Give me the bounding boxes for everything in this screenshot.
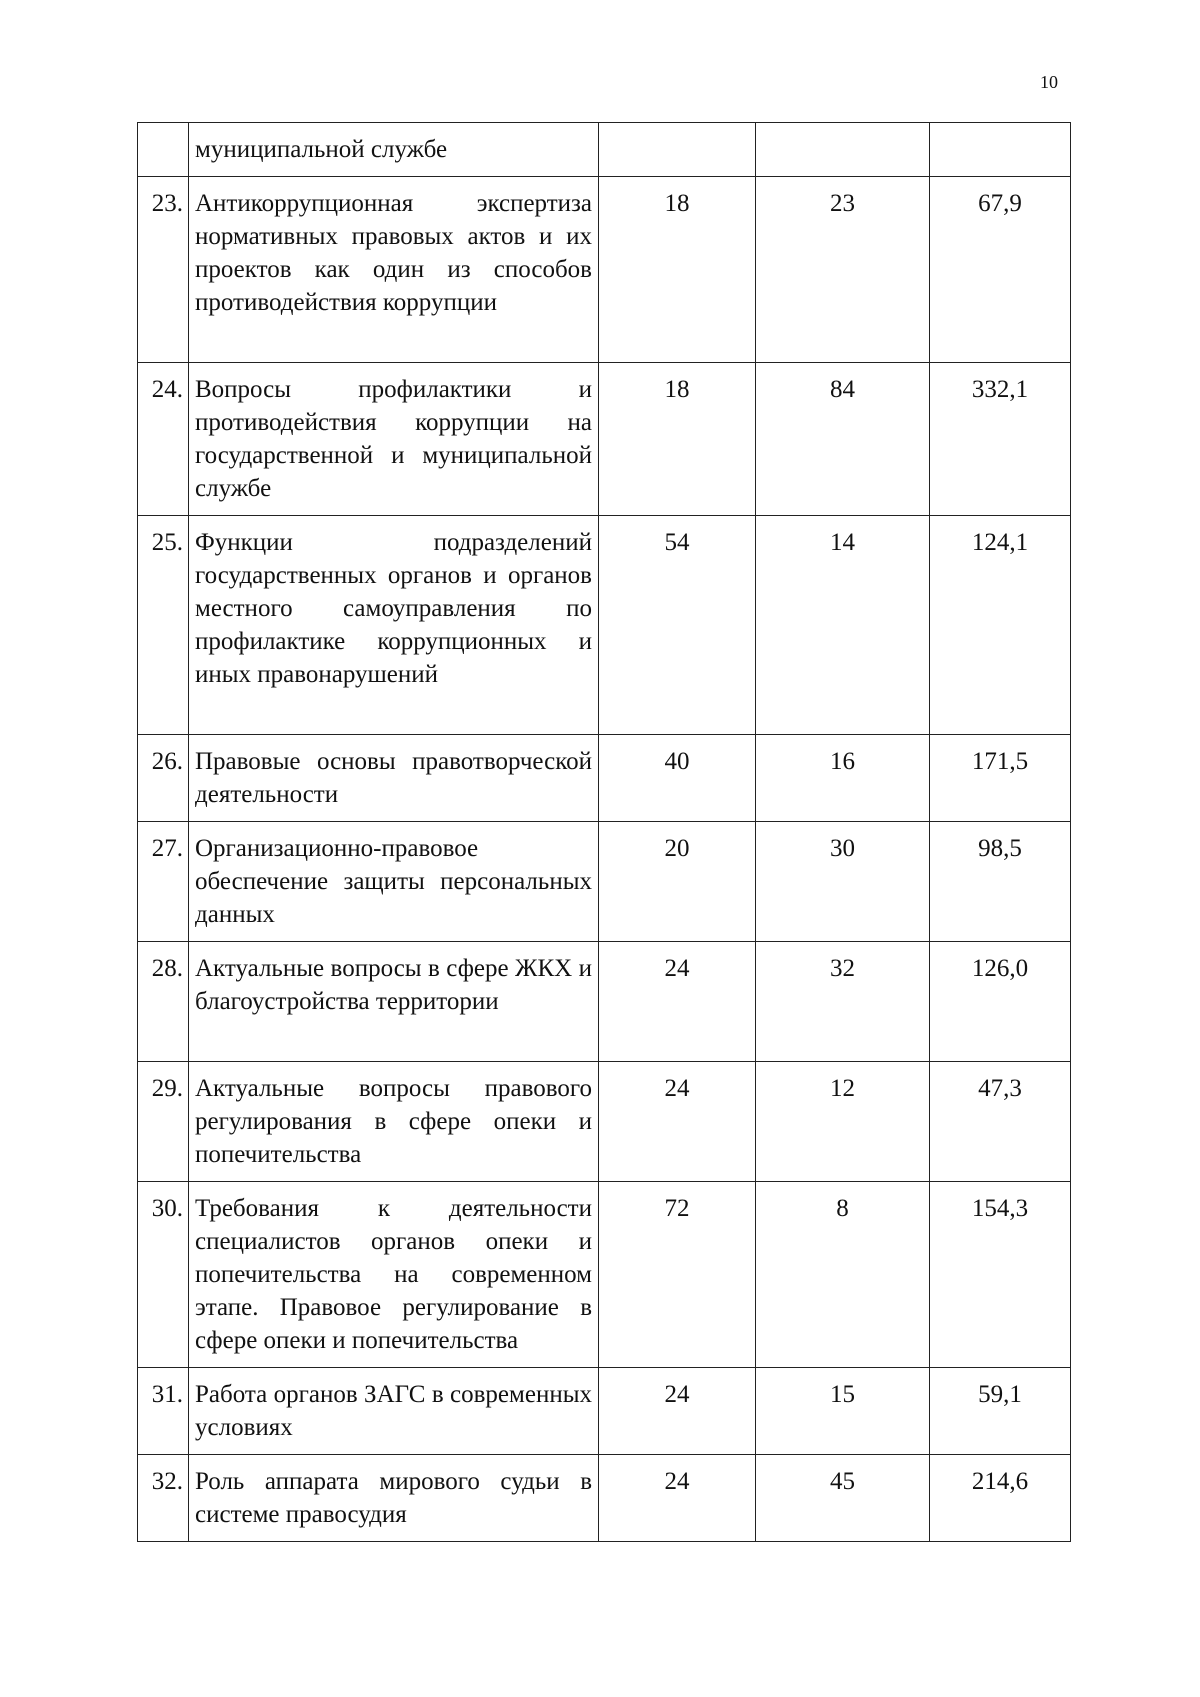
course-name: муниципальной службе	[189, 123, 599, 177]
value-col-2: 12	[756, 1062, 930, 1182]
value-col-1: 24	[599, 1368, 756, 1455]
value-col-2	[756, 123, 930, 177]
table-row	[138, 942, 1071, 1062]
value-col-2: 14	[756, 516, 930, 735]
value-col-3: 98,5	[930, 822, 1071, 942]
value-col-2: 45	[756, 1455, 930, 1542]
table-row	[138, 735, 1071, 822]
row-number: 28.	[138, 942, 189, 1062]
course-name: Антикоррупционная экспертиза нормативных правовых актов и их проектов как один из способов противодействия коррупции	[189, 177, 599, 363]
value-col-2: 8	[756, 1182, 930, 1368]
value-col-3: 171,5	[930, 735, 1071, 822]
value-col-1: 72	[599, 1182, 756, 1368]
value-col-2: 15	[756, 1368, 930, 1455]
table-row	[138, 1368, 1071, 1455]
value-col-1: 24	[599, 942, 756, 1062]
value-col-3: 47,3	[930, 1062, 1071, 1182]
table-row	[138, 1062, 1071, 1182]
data-table	[137, 122, 1071, 1542]
value-col-1: 54	[599, 516, 756, 735]
course-name: Требования к деятельности специалистов органов опеки и попечительства на современном этапе. Правовое регулирование в сфере опеки и попечительства	[189, 1182, 599, 1368]
value-col-3: 59,1	[930, 1368, 1071, 1455]
row-number: 23.	[138, 177, 189, 363]
course-name: Правовые основы правотворческой деятельности	[189, 735, 599, 822]
value-col-1: 40	[599, 735, 756, 822]
row-number: 31.	[138, 1368, 189, 1455]
value-col-3: 126,0	[930, 942, 1071, 1062]
value-col-3	[930, 123, 1071, 177]
value-col-2: 32	[756, 942, 930, 1062]
value-col-3: 124,1	[930, 516, 1071, 735]
row-number: 25.	[138, 516, 189, 735]
table-row	[138, 516, 1071, 735]
page-number: 10	[1040, 72, 1058, 92]
value-col-1	[599, 123, 756, 177]
table-row	[138, 123, 1071, 177]
table-row	[138, 177, 1071, 363]
table-row	[138, 1182, 1071, 1368]
course-name: Роль аппарата мирового судьи в системе правосудия	[189, 1455, 599, 1542]
value-col-3: 214,6	[930, 1455, 1071, 1542]
value-col-1: 24	[599, 1062, 756, 1182]
row-number: 24.	[138, 363, 189, 516]
value-col-3: 154,3	[930, 1182, 1071, 1368]
value-col-2: 30	[756, 822, 930, 942]
course-name: Актуальные вопросы правового регулирования в сфере опеки и попечительства	[189, 1062, 599, 1182]
value-col-1: 20	[599, 822, 756, 942]
value-col-3: 67,9	[930, 177, 1071, 363]
course-name: Функции подразделений государственных органов и органов местного самоуправления по профилактике коррупционных и иных правонарушений	[189, 516, 599, 735]
value-col-1: 24	[599, 1455, 756, 1542]
row-number: 27.	[138, 822, 189, 942]
table-row	[138, 363, 1071, 516]
value-col-3: 332,1	[930, 363, 1071, 516]
value-col-2: 23	[756, 177, 930, 363]
table-row	[138, 1455, 1071, 1542]
row-number: 26.	[138, 735, 189, 822]
row-number: 32.	[138, 1455, 189, 1542]
value-col-1: 18	[599, 363, 756, 516]
table-row	[138, 822, 1071, 942]
row-number	[138, 123, 189, 177]
row-number: 29.	[138, 1062, 189, 1182]
course-name: Работа органов ЗАГС в современных условиях	[189, 1368, 599, 1455]
table-body	[138, 123, 1071, 1542]
row-number: 30.	[138, 1182, 189, 1368]
value-col-1: 18	[599, 177, 756, 363]
value-col-2: 16	[756, 735, 930, 822]
course-name: Вопросы профилактики и противодействия коррупции на государственной и муниципальной службе	[189, 363, 599, 516]
value-col-2: 84	[756, 363, 930, 516]
course-name: Актуальные вопросы в сфере ЖКХ и благоустройства территории	[189, 942, 599, 1062]
course-name: Организационно-правовое обеспечение защиты персональных данных	[189, 822, 599, 942]
